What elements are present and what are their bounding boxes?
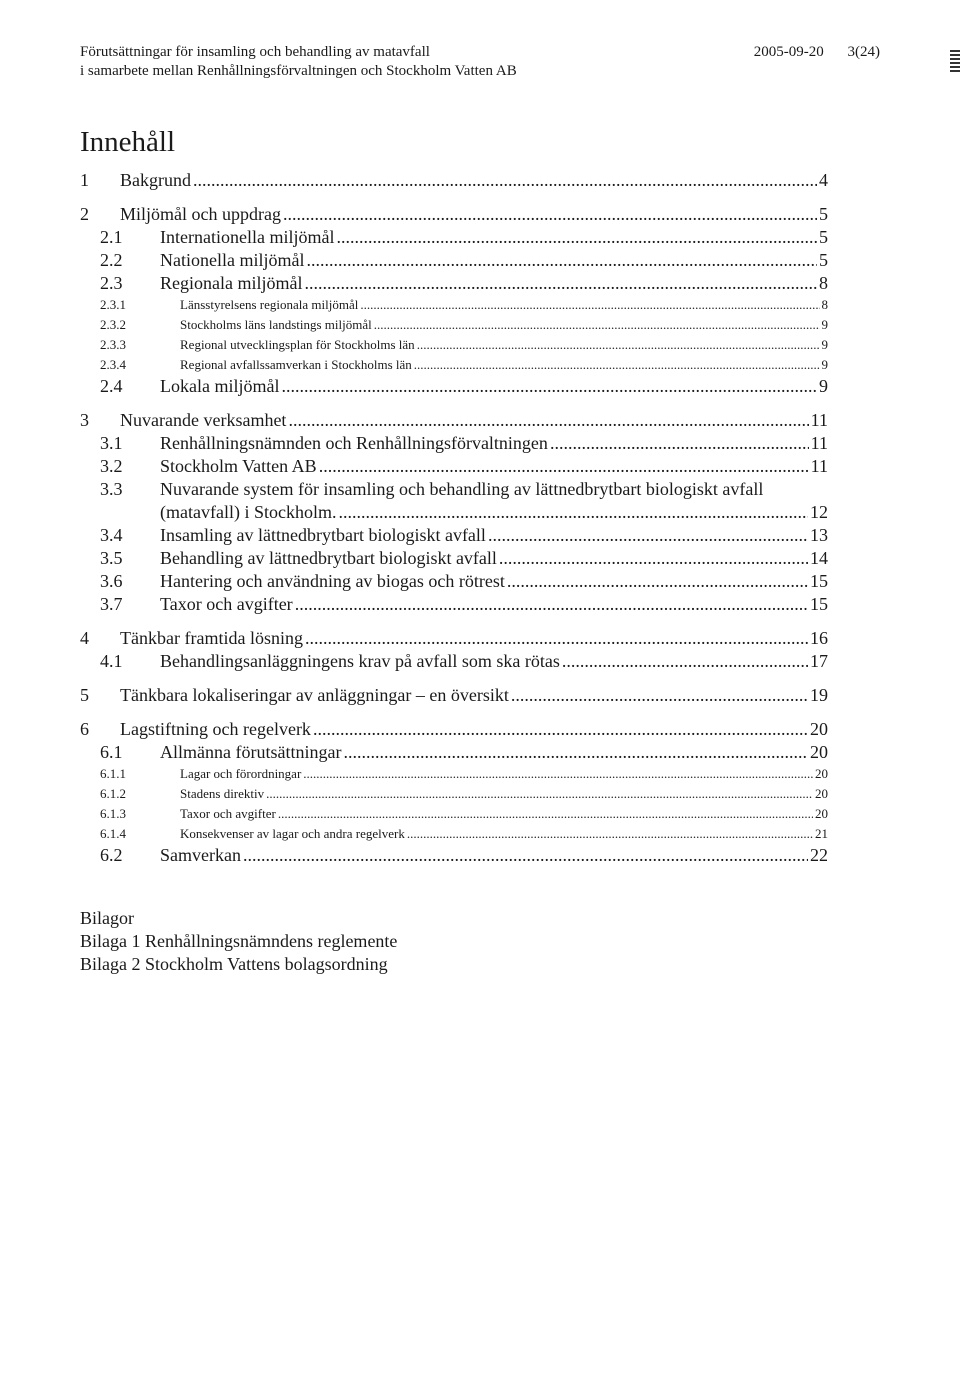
toc-entry-number: 3.4 xyxy=(100,525,123,545)
toc-entry-title: Regional utvecklingsplan för Stockholms län xyxy=(180,337,415,352)
toc-title: Innehåll xyxy=(80,126,176,158)
toc-entry-title: Nationella miljömål xyxy=(160,250,305,270)
toc-leader-dots xyxy=(550,432,809,455)
scan-mark xyxy=(950,54,960,56)
toc-entry-title: Renhållningsnämnden och Renhållningsförvaltningen xyxy=(160,433,548,453)
scan-mark xyxy=(950,66,960,68)
toc-entry[interactable] xyxy=(80,478,828,524)
appendix-list xyxy=(80,907,397,976)
toc-entry-page: 22 xyxy=(810,845,828,865)
toc-entry[interactable] xyxy=(80,593,828,616)
toc-entry-page: 14 xyxy=(810,548,828,568)
toc-leader-dots xyxy=(193,168,817,192)
toc-entry-number: 3 xyxy=(80,410,89,430)
toc-entry[interactable] xyxy=(80,824,828,844)
toc-entry-title: Stockholms läns landstings miljömål xyxy=(180,317,372,332)
toc-entry-page: 5 xyxy=(819,250,828,270)
toc-entry-page: 9 xyxy=(821,337,828,352)
toc-entry-number: 2.3.2 xyxy=(100,317,126,332)
toc-leader-dots xyxy=(319,455,809,478)
toc-entry-page: 20 xyxy=(815,786,828,801)
toc-entry[interactable] xyxy=(80,741,828,764)
toc-entry[interactable] xyxy=(80,375,828,398)
toc-entry[interactable] xyxy=(80,524,828,547)
toc-leader-dots xyxy=(313,717,808,741)
toc-entry-number: 2.2 xyxy=(100,250,123,270)
toc-entry-title: Regional avfallssamverkan i Stockholms län xyxy=(180,357,412,372)
toc-leader-dots xyxy=(266,784,813,804)
toc-entry-title: Regionala miljömål xyxy=(160,273,303,293)
toc-entry-number: 2.4 xyxy=(100,376,123,396)
appendix-heading: Bilagor xyxy=(80,908,134,928)
toc-entry[interactable] xyxy=(80,355,828,375)
toc-entry-number: 6.1.1 xyxy=(100,766,126,781)
toc-leader-dots xyxy=(360,295,819,315)
toc-entry[interactable] xyxy=(80,408,828,432)
appendix-item[interactable]: Bilaga 1 Renhållningsnämndens reglemente xyxy=(80,931,398,951)
toc-entry-number: 5 xyxy=(80,685,89,705)
toc-leader-dots xyxy=(417,335,820,355)
toc-entry[interactable] xyxy=(80,455,828,478)
toc-entry-number: 4.1 xyxy=(100,651,123,671)
toc-entry[interactable] xyxy=(80,249,828,272)
toc-entry-title: Internationella miljömål xyxy=(160,227,335,247)
toc-leader-dots xyxy=(295,593,808,616)
toc-entry[interactable] xyxy=(80,547,828,570)
toc-entry-title: Nuvarande verksamhet xyxy=(120,410,287,430)
scan-mark xyxy=(950,50,960,52)
toc-entry-number: 6 xyxy=(80,719,89,739)
toc-leader-dots xyxy=(281,375,817,398)
toc-entry[interactable] xyxy=(80,202,828,226)
toc-entry-title: Tänkbara lokaliseringar av anläggningar – en översikt xyxy=(120,685,509,705)
toc-entry[interactable] xyxy=(80,784,828,804)
toc-leader-dots xyxy=(283,202,817,226)
toc-leader-dots xyxy=(336,226,817,249)
toc-entry-page: 9 xyxy=(821,317,828,332)
toc-entry-number: 2.3.1 xyxy=(100,297,126,312)
toc-entry[interactable] xyxy=(80,272,828,295)
toc-entry-title: Miljömål och uppdrag xyxy=(120,204,281,224)
toc-entry-page: 11 xyxy=(810,433,828,453)
toc-entry-page: 4 xyxy=(819,170,828,190)
toc-entry-page: 20 xyxy=(815,766,828,781)
toc-entry[interactable] xyxy=(80,717,828,741)
toc-entry[interactable] xyxy=(80,315,828,335)
toc-entry-title: Lagstiftning och regelverk xyxy=(120,719,311,739)
toc-entry-number: 6.1 xyxy=(100,742,123,762)
toc-entry-page: 15 xyxy=(810,571,828,591)
toc-leader-dots xyxy=(511,683,808,707)
toc-entry-page: 9 xyxy=(821,357,828,372)
header-line-2: i samarbete mellan Renhållningsförvaltningen och Stockholm Vatten AB xyxy=(80,63,517,79)
toc-entry-title: Lagar och förordningar xyxy=(180,766,302,781)
toc-entry-title: Stockholm Vatten AB xyxy=(160,456,317,476)
header-title xyxy=(80,43,517,81)
toc-entry-page: 5 xyxy=(819,204,828,224)
toc-entry[interactable] xyxy=(80,226,828,249)
toc-entry-page: 20 xyxy=(815,806,828,821)
toc-entry[interactable] xyxy=(80,844,828,867)
toc-leader-dots xyxy=(562,650,808,673)
toc-entry-title: Hantering och användning av biogas och rötrest xyxy=(160,571,505,591)
toc-entry-number: 2.3.3 xyxy=(100,337,126,352)
toc-entry-number: 3.1 xyxy=(100,433,123,453)
toc-entry-page: 13 xyxy=(810,525,828,545)
toc-entry-page: 17 xyxy=(810,651,828,671)
toc-leader-dots xyxy=(288,408,808,432)
table-of-contents xyxy=(80,168,828,867)
toc-entry-number: 3.2 xyxy=(100,456,123,476)
header-page-number: 3(24) xyxy=(847,44,880,60)
toc-entry-page: 20 xyxy=(810,719,828,739)
toc-leader-dots xyxy=(305,626,808,650)
scan-edge-marks xyxy=(950,50,960,100)
toc-entry-title: Taxor och avgifter xyxy=(160,594,293,614)
toc-entry[interactable] xyxy=(80,683,828,707)
header-line-1: Förutsättningar för insamling och behandling av matavfall xyxy=(80,44,430,60)
toc-entry-title-continued: (matavfall) i Stockholm. xyxy=(160,502,337,522)
toc-entry-page: 21 xyxy=(815,826,828,841)
toc-entry-title: Samverkan xyxy=(160,845,241,865)
page-header xyxy=(80,43,880,81)
toc-entry-page: 11 xyxy=(810,410,828,430)
toc-entry-title: Insamling av lättnedbrytbart biologiskt avfall xyxy=(160,525,486,545)
toc-entry-page: 15 xyxy=(810,594,828,614)
toc-entry-number: 6.1.3 xyxy=(100,806,126,821)
toc-leader-dots xyxy=(374,315,820,335)
toc-entry[interactable] xyxy=(80,432,828,455)
toc-entry[interactable] xyxy=(80,295,828,315)
toc-entry-page: 20 xyxy=(810,742,828,762)
toc-entry[interactable] xyxy=(80,335,828,355)
toc-leader-dots xyxy=(414,355,820,375)
toc-entry[interactable] xyxy=(80,764,828,784)
toc-entry-number: 6.2 xyxy=(100,845,123,865)
toc-entry-title: Stadens direktiv xyxy=(180,786,265,801)
toc-entry-title: Behandlingsanläggningens krav på avfall som ska rötas xyxy=(160,651,560,671)
toc-entry-title: Nuvarande system för insamling och behandling av lättnedbrytbart biologiskt avfall xyxy=(160,479,764,499)
header-meta xyxy=(754,43,880,62)
toc-entry-number: 2.3 xyxy=(100,273,123,293)
toc-entry-number: 3.5 xyxy=(100,548,123,568)
toc-entry-page: 11 xyxy=(810,456,828,476)
toc-entry-number: 2 xyxy=(80,204,89,224)
toc-entry-page: 19 xyxy=(810,685,828,705)
toc-leader-dots xyxy=(304,272,817,295)
toc-entry-title: Konsekvenser av lagar och andra regelverk xyxy=(180,826,405,841)
toc-leader-dots xyxy=(306,249,817,272)
toc-entry-number: 2.3.4 xyxy=(100,357,126,372)
scan-mark xyxy=(950,70,960,72)
toc-leader-dots xyxy=(278,804,813,824)
toc-leader-dots xyxy=(343,741,808,764)
toc-entry-number: 6.1.4 xyxy=(100,826,126,841)
toc-entry-number: 6.1.2 xyxy=(100,786,126,801)
toc-entry-number: 1 xyxy=(80,170,89,190)
toc-entry-page: 9 xyxy=(819,376,828,396)
toc-entry-page: 16 xyxy=(810,628,828,648)
toc-entry-number: 3.7 xyxy=(100,594,123,614)
toc-entry[interactable] xyxy=(80,168,828,192)
appendix-item[interactable]: Bilaga 2 Stockholm Vattens bolagsordning xyxy=(80,954,388,974)
toc-entry-page: 5 xyxy=(819,227,828,247)
scan-mark xyxy=(950,62,960,64)
toc-leader-dots xyxy=(243,844,808,867)
toc-entry-page: 12 xyxy=(810,502,828,522)
toc-entry[interactable] xyxy=(80,650,828,673)
toc-entry[interactable] xyxy=(80,626,828,650)
toc-entry-number: 3.6 xyxy=(100,571,123,591)
toc-entry-title: Länsstyrelsens regionala miljömål xyxy=(180,297,359,312)
toc-entry-title: Tänkbar framtida lösning xyxy=(120,628,303,648)
toc-entry-title: Behandling av lättnedbrytbart biologiskt avfall xyxy=(160,548,497,568)
toc-entry-number: 2.1 xyxy=(100,227,123,247)
toc-entry[interactable] xyxy=(80,804,828,824)
toc-leader-dots xyxy=(303,764,813,784)
toc-leader-dots xyxy=(407,824,813,844)
toc-entry-page: 8 xyxy=(821,297,828,312)
header-date: 2005-09-20 xyxy=(753,44,824,60)
toc-leader-dots xyxy=(338,501,808,524)
toc-entry[interactable] xyxy=(80,570,828,593)
toc-leader-dots xyxy=(499,547,808,570)
toc-entry-title: Allmänna förutsättningar xyxy=(160,742,342,762)
toc-entry-number: 4 xyxy=(80,628,89,648)
toc-entry-title: Lokala miljömål xyxy=(160,376,280,396)
toc-entry-number: 3.3 xyxy=(100,479,123,499)
toc-entry-title: Bakgrund xyxy=(120,170,191,190)
toc-entry-title: Taxor och avgifter xyxy=(180,806,276,821)
scan-mark xyxy=(950,58,960,60)
toc-leader-dots xyxy=(507,570,808,593)
toc-leader-dots xyxy=(488,524,808,547)
toc-entry-page: 8 xyxy=(819,273,828,293)
